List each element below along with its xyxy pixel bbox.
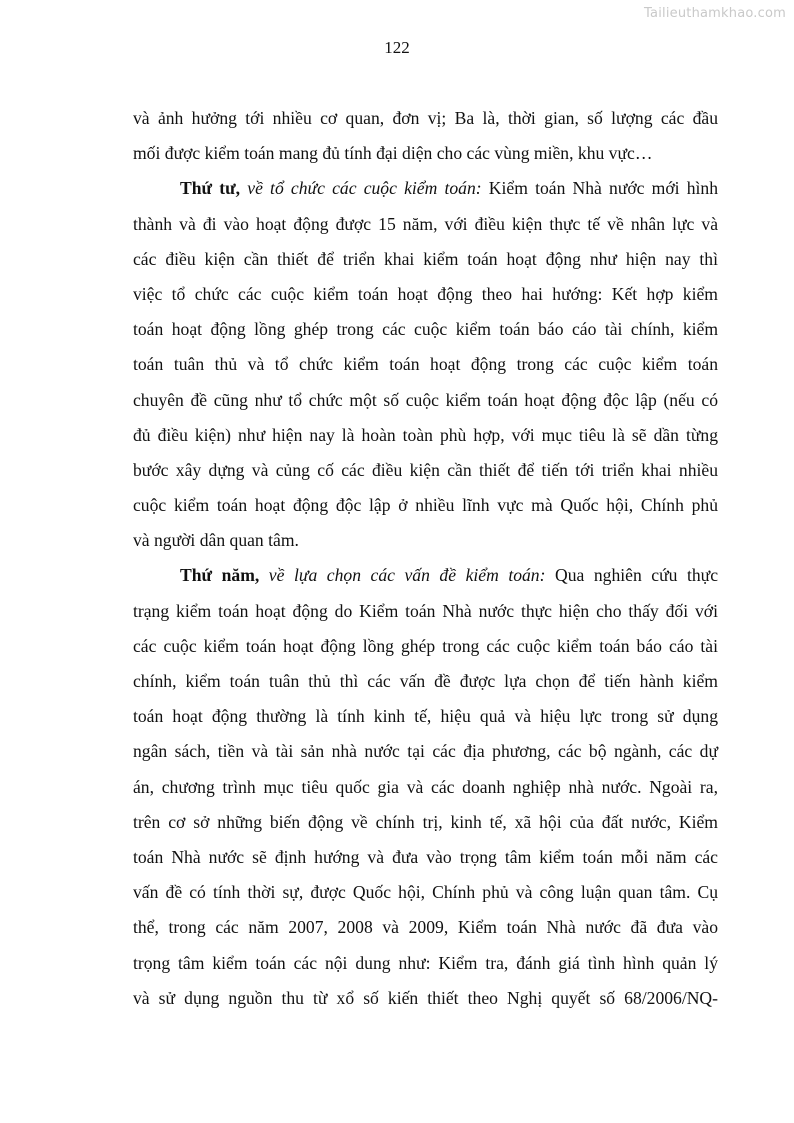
text-line: toán Nhà nước sẽ định hướng và đưa vào trọng tâm kiểm toán mỗi năm các bbox=[133, 846, 718, 867]
text-line: chính, kiểm toán tuân thủ thì các vấn đề được lựa chọn để tiến hành kiểm bbox=[133, 671, 718, 691]
text-line: án, chương trình mục tiêu quốc gia và các doanh nghiệp nhà nước. Ngoài ra, bbox=[133, 776, 718, 797]
text-line: trọng tâm kiểm toán các nội dung như: Kiểm tra, đánh giá tình hình quản lý bbox=[133, 952, 718, 973]
watermark: Tailieuthamkhao.com bbox=[644, 6, 786, 21]
paragraph-lead-italic: về tổ chức các cuộc kiểm toán: bbox=[240, 178, 482, 199]
text-line: toán tuân thủ và tổ chức kiểm toán hoạt động trong các cuộc kiểm toán bbox=[133, 354, 718, 375]
document-body bbox=[133, 101, 718, 1016]
text-line: ngân sách, tiền và tài sản nhà nước tại các địa phương, các bộ ngành, các dự bbox=[133, 741, 718, 762]
text-line: toán hoạt động lồng ghép trong các cuộc kiểm toán báo cáo tài chính, kiểm bbox=[133, 319, 718, 340]
text-line: chuyên đề cũng như tổ chức một số cuộc kiểm toán hoạt động độc lập (nếu có bbox=[133, 389, 718, 410]
paragraph-first-line bbox=[133, 171, 718, 206]
text-line: việc tổ chức các cuộc kiểm toán hoạt động theo hai hướng: Kết hợp kiểm bbox=[133, 283, 718, 304]
intro-paragraph bbox=[133, 101, 718, 171]
text-line: thể, trong các năm 2007, 2008 và 2009, Kiểm toán Nhà nước đã đưa vào bbox=[133, 917, 718, 938]
text-line: trên cơ sở những biến động về chính trị, kinh tế, xã hội của đất nước, Kiểm bbox=[133, 811, 718, 832]
text-line: thành và đi vào hoạt động được 15 năm, với điều kiện thực tế về nhân lực và bbox=[133, 213, 718, 234]
paragraph-first-line bbox=[133, 558, 718, 593]
text-line: các cuộc kiểm toán hoạt động lồng ghép trong các cuộc kiểm toán báo cáo tài bbox=[133, 635, 718, 656]
text-line: và ảnh hưởng tới nhiều cơ quan, đơn vị; Ba là, thời gian, số lượng các đầu bbox=[133, 108, 718, 128]
page-number: 122 bbox=[384, 38, 410, 57]
paragraph-thu-tu bbox=[133, 171, 718, 558]
text-line: đủ điều kiện) như hiện nay là hoàn toàn phù hợp, với mục tiêu là sẽ dần từng bbox=[133, 424, 718, 445]
text-line: cuộc kiểm toán hoạt động độc lập ở nhiều lĩnh vực mà Quốc hội, Chính phủ bbox=[133, 495, 718, 516]
text-line: và người dân quan tâm. bbox=[133, 530, 299, 551]
text-line: trạng kiểm toán hoạt động do Kiểm toán Nhà nước thực hiện cho thấy đối với bbox=[133, 600, 718, 621]
paragraph-lead-bold: Thứ năm, bbox=[180, 565, 260, 586]
paragraph-lead-italic: về lựa chọn các vấn đề kiểm toán: bbox=[259, 565, 546, 586]
text-segment: Kiểm toán Nhà nước mới hình bbox=[481, 178, 718, 199]
text-segment: Qua nghiên cứu thực bbox=[545, 565, 718, 586]
text-line: và sử dụng nguồn thu từ xổ số kiến thiết theo Nghị quyết số 68/2006/NQ- bbox=[133, 987, 718, 1008]
paragraph-thu-nam bbox=[133, 558, 718, 1015]
paragraph-lead-bold: Thứ tư, bbox=[180, 178, 241, 199]
text-line: mối được kiểm toán mang đủ tính đại diện cho các vùng miền, khu vực… bbox=[133, 143, 653, 164]
text-line: các điều kiện cần thiết để triển khai kiểm toán hoạt động như hiện nay thì bbox=[133, 248, 718, 269]
text-line: bước xây dựng và củng cố các điều kiện cần thiết để tiến tới triển khai nhiều bbox=[133, 459, 718, 480]
text-line: toán hoạt động thường là tính kinh tế, hiệu quả và hiệu lực trong sử dụng bbox=[133, 706, 718, 727]
text-line: vấn đề có tính thời sự, được Quốc hội, Chính phủ và công luận quan tâm. Cụ bbox=[133, 882, 718, 903]
